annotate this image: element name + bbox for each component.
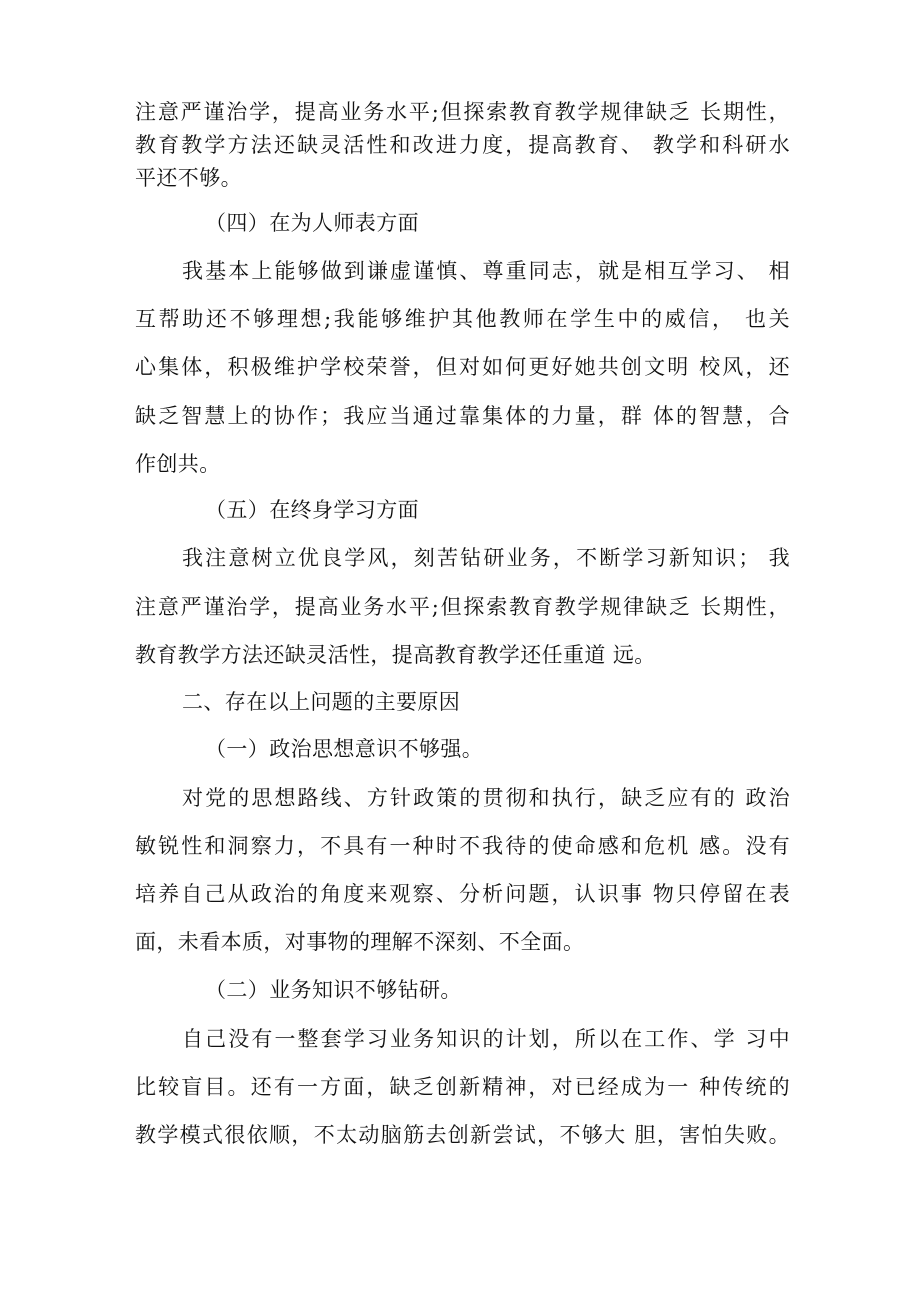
paragraph-line: 互帮助还不够理想;我能够维护其他教师在学生中的威信， 也关	[135, 307, 790, 331]
paragraph-line: 自己没有一整套学习业务知识的计划，所以在工作、学 习中	[182, 1027, 790, 1051]
paragraph-line: 教育教学方法还缺灵活性，提高教育教学还任重道 远。	[135, 643, 656, 667]
paragraph-line: 敏锐性和洞察力，不具有一种时不我待的使命感和危机 感。没有	[135, 834, 790, 858]
paragraph-line: 作创共。	[135, 452, 221, 476]
paragraph-line: 比较盲目。还有一方面，缺乏创新精神，对已经成为一 种传统的	[135, 1075, 790, 1099]
paragraph-line: 平还不够。	[135, 166, 242, 190]
paragraph-line: 注意严谨治学，提高业务水平;但探索教育教学规律缺乏 长期性，	[135, 100, 790, 124]
paragraph-line: 我注意树立优良学风，刻苦钻研业务，不断学习新知识； 我	[182, 546, 790, 570]
paragraph-line: 缺乏智慧上的协作；我应当通过靠集体的力量，群 体的智慧，合	[135, 404, 790, 428]
section-heading: （一）政治思想意识不够强。	[205, 737, 484, 761]
paragraph-line: 我基本上能够做到谦虚谨慎、尊重同志，就是相互学习、 相	[182, 259, 790, 283]
paragraph-line: 教学模式很依顺，不太动脑筋去创新尝试，不够大 胆，害怕失败。	[135, 1123, 790, 1147]
section-heading: 二、存在以上问题的主要原因	[182, 690, 461, 714]
paragraph-line: 培养自己从政治的角度来观察、分析问题，认识事 物只停留在表	[135, 882, 790, 906]
paragraph-line: 注意严谨治学，提高业务水平;但探索教育教学规律缺乏 长期性，	[135, 595, 790, 619]
section-heading: （五）在终身学习方面	[205, 498, 419, 522]
paragraph-line: 面，未看本质，对事物的理解不深刻、不全面。	[135, 930, 585, 954]
paragraph-line: 对党的思想路线、方针政策的贯彻和执行，缺乏应有的 政治	[182, 786, 790, 810]
section-heading: （四）在为人师表方面	[205, 211, 419, 235]
paragraph-line: 心集体，积极维护学校荣誉，但对如何更好她共创文明 校风，还	[135, 355, 790, 379]
paragraph-line: 教育教学方法还缺灵活性和改进力度，提高教育、 教学和科研水	[135, 133, 790, 157]
section-heading: （二）业务知识不够钻研。	[205, 978, 462, 1002]
